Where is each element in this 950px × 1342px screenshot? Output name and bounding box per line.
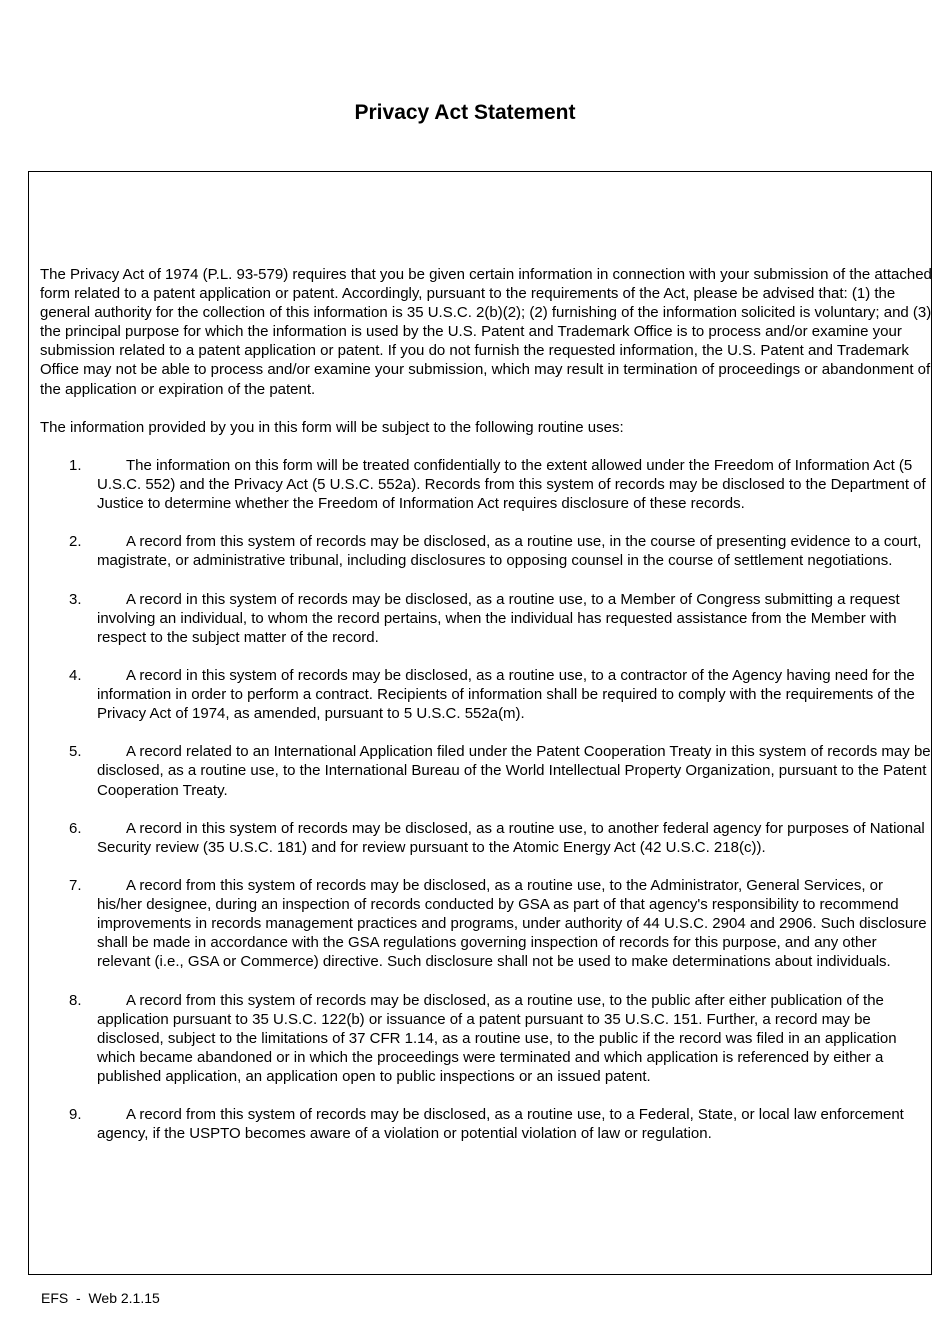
list-item [40, 532, 932, 570]
list-item-text: A record related to an International Application filed under the Patent Cooperation Treaty in this system of records may be disclosed, as a routine use, to the International Bureau of the World Intellectual Property Organization, pursuant to the Patent Cooperation Treaty. [97, 743, 931, 799]
list-item-number: 9. [69, 1106, 82, 1124]
list-item-text: A record from this system of records may be disclosed, as a routine use, to the public after either publication of the application pursuant to 35 U.S.C. 122(b) or issuance of a patent pursuant to 35 U.S.C. 151. Further, a record may be disclosed, subject to the limitations of 37 CFR 1.14, as a routine use, to the public if the record was filed in an application which became abandoned or in which the proceedings were terminated and which application is referenced by either a published application, an application open to public inspections or an issued patent. [97, 991, 897, 1085]
list-item-text: A record in this system of records may be disclosed, as a routine use, to another federal agency for purposes of National Security review (35 U.S.C. 181) and for review pursuant to the Atomic Energy Act (42 U.S.C. 218(c)). [97, 819, 925, 856]
list-item [40, 456, 932, 513]
list-item-number: 3. [69, 590, 82, 608]
list-item-text: A record in this system of records may be disclosed, as a routine use, to a contractor of the Agency having need for the information in order to perform a contract. Recipients of information shall be required to comply with the requirements of the Privacy Act of 1974, as amended, pursuant to 5 U.S.C. 552a(m). [97, 666, 915, 723]
list-item [40, 819, 932, 857]
list-item-text: A record from this system of records may be disclosed, as a routine use, in the course of presenting evidence to a court, magistrate, or administrative tribunal, including disclosures to opposing counsel in the course of settlement negotiations. [97, 533, 922, 570]
list-item-text: A record from this system of records may be disclosed, as a routine use, to the Administrator, General Services, or his/her designee, during an inspection of records conducted by GSA as part of that agency's responsibility to recommend improvements in records management practices and programs, under authority of 44 U.S.C. 2904 and 2906. Such disclosure shall be made in accordance with the GSA regulations governing inspection of records for this purpose, and any other relevant (i.e., GSA or Commerce) directive. Such disclosure shall not be used to make determinations about individuals. [97, 877, 927, 971]
list-item [40, 590, 932, 647]
list-item-text: The information on this form will be treated confidentially to the extent allowed under the Freedom of Information Act (5 U.S.C. 552) and the Privacy Act (5 U.S.C. 552a). Records from this system of records may be disclosed to the Department of Justice to determine whether the Freedom of Information Act requires disclosure of these records. [97, 456, 926, 513]
list-item-number: 6. [69, 819, 82, 837]
list-item [40, 1105, 932, 1143]
list-item-text: A record in this system of records may be disclosed, as a routine use, to a Member of Congress submitting a request involving an individual, to whom the record pertains, when the individual has requested assistance from the Member with respect to the subject matter of the record. [97, 590, 900, 646]
list-item-number: 7. [69, 877, 82, 894]
list-item-text: A record from this system of records may be disclosed, as a routine use, to a Federal, State, or local law enforcement agency, if the USPTO becomes aware of a violation or potential violation of law or regulation. [97, 1106, 904, 1143]
list-item-number: 8. [69, 991, 82, 1009]
routine-uses-lead: The information provided by you in this form will be subject to the following routine uses: [40, 418, 624, 436]
page-title: Privacy Act Statement [354, 101, 576, 124]
list-item [40, 991, 932, 1086]
list-item-number: 5. [69, 743, 82, 761]
list-item [40, 666, 932, 723]
routine-uses-list [40, 456, 932, 1143]
list-item [40, 742, 932, 799]
intro-paragraph: The Privacy Act of 1974 (P.L. 93-579) requires that you be given certain information in connection with your submission of the attached form related to a patent application or patent. Accordingly, pursuant to the requirements of the Act, please be advised that: (1) the general authority for the collection of this information is 35 U.S.C. 2(b)(2); (2) furnishing of the information solicited is voluntary; and (3) the principal purpose for which the information is used by the U.S. Patent and Trademark Office is to process and/or examine your submission related to a patent application or patent. If you do not furnish the requested information, the U.S. Patent and Trademark Office may not be able to process and/or examine your submission, which may result in termination of proceedings or abandonment of the application or expiration of the patent. [40, 266, 932, 398]
list-item [40, 876, 932, 971]
form-version-footer: EFS - Web 2.1.15 [41, 1290, 160, 1306]
list-item-number: 2. [69, 533, 82, 551]
list-item-number: 4. [69, 666, 82, 684]
list-item-number: 1. [69, 456, 82, 474]
statement-body [40, 265, 932, 1162]
